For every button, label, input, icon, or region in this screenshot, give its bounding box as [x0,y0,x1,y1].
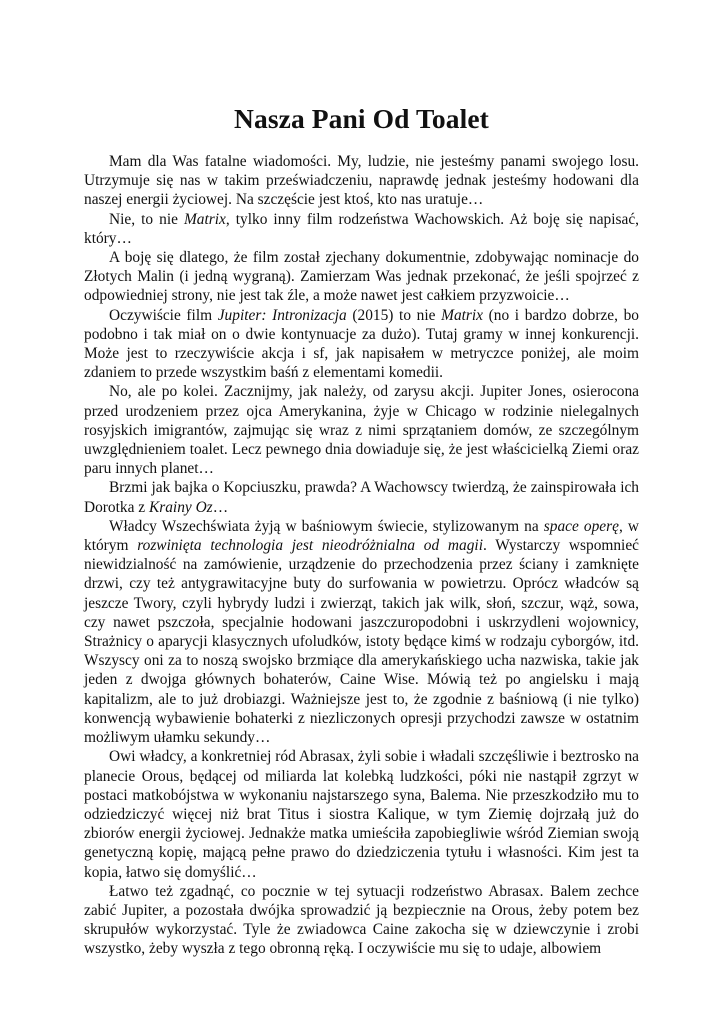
text-run: A boję się dlatego, że film został zjechany dokumentnie, zdobywając nominacje do Złotych Malin (i jedną wygraną). Zamierzam Was jednak przekonać, że jeśli spojrzeć z odpowiedniej strony, nie jest tak źle, a może nawet jest całkiem przyzwoicie… [84,249,639,305]
text-run: Nie, to nie [109,210,184,228]
paragraph [84,747,639,881]
paragraph [84,210,639,248]
italic-text: Jupiter: Intronizacja [217,306,347,324]
paragraph [84,152,639,210]
italic-text: rozwinięta technologia jest nieodróżnialna od magii [137,537,483,555]
paragraph [84,517,639,747]
text-run: Oczywiście film [109,306,218,324]
italic-text: Matrix [183,210,226,228]
text-run: (no i bardzo dobrze, bo podobno i tak miał on o dwie kontynuacje za dużo). Tutaj gramy w innej konkurencji. Może jest to rzeczywiście akcja i sf, jak napisałem w metryczce poniżej, ale moim zdaniem to przede wszystkim baśń z elementami komedii. [84,306,639,382]
text-run: Władcy Wszechświata żyją w baśniowym świecie, stylizowanym na [109,517,544,535]
italic-text: space operę [543,517,619,535]
page-title: Nasza Pani Od Toalet [234,103,489,134]
paragraph [84,882,639,959]
article-body [84,152,639,959]
text-run: Owi władcy, a konkretniej ród Abrasax, żyli sobie i władali szczęśliwie i beztrosko na planecie Orous, będącej od miliarda lat kolebką ludzkości, póki nie nastąpił zgrzyt w postaci matkobójstwa w wykonaniu najstarszego syna, Balema. Nie przeszkodziło mu to odziedziczyć więcej niż brat Titus i siostra Kalique, w tym Ziemię dojrzałą już do zbiorów energii życiowej. Jednakże matka umieściła zapobiegliwie wśród Ziemian swoją genetyczną kopię, mającą pełne prawo do dziedziczenia tytułu i własności. Kim jest ta kopia, łatwo się domyślić… [84,748,639,881]
text-run: Mam dla Was fatalne wiadomości. My, ludzie, nie jesteśmy panami swojego losu. Utrzymuje się nas w takim przeświadczeniu, naprawdę jednak jesteśmy hodowani dla naszej energii życiowej. Na szczęście jest ktoś, kto nas uratuje… [84,153,639,209]
paragraph [84,382,639,478]
text-run: Łatwo też zgadnąć, co pocznie w tej sytuacji rodzeństwo Abrasax. Balem zechce zabić Jupiter, a pozostała dwójka sprowadzić ją bezpiecznie na Orous, żeby potem bez skrupułów wykorzystać. Tyle że zwiadowca Caine zakocha się w dziewczynie i zrobi wszystko, żeby wyszła z tego obronną ręką. I oczywiście mu się to udaje, albowiem [84,882,639,958]
text-run: (2015) to nie [346,306,442,324]
paragraph [84,478,639,516]
text-run: No, ale po kolei. Zacznijmy, jak należy, od zarysu akcji. Jupiter Jones, osierocona przed urodzeniem przez ojca Amerykanina, żyje w Chicago w rodzinie nielegalnych rosyjskich imigrantów, zajmując się wraz z nimi sprzątaniem domów, ze szczególnym uwzględnieniem toalet. Lecz pewnego dnia dowiaduje się, że jest właścicielką Ziemi oraz paru innych planet… [84,383,639,478]
text-run: , w którym [84,517,640,555]
paragraph [84,248,639,306]
text-run: Brzmi jak bajka o Kopciuszku, prawda? A Wachowscy twierdzą, że zainspirowała ich Dorotka z [84,479,639,516]
paragraph [84,306,639,383]
text-run: , tylko inny film rodzeństwa Wachowskich. Aż boję się napisać, który… [84,210,639,247]
italic-text: Krainy Oz [148,498,213,516]
text-run: . Wystarczy wspomnieć niewidzialność na zamówienie, urządzenie do przechodzenia przez ściany i zamknięte drzwi, czy też antygrawitacyjne buty do surfowania w powietrzu. Oprócz władców są jeszcze Twory, czyli hybrydy ludzi i zwierząt, takich jak wilk, słoń, szczur, wąż, sowa, czy nawet pszczoła, specjalnie hodowani jaszczuropodobni i uskrzydleni wojownicy, Strażnicy o aparycji klasycznych ufoludków, istoty będące kimś w rodzaju cyborgów, itd. Wszyscy oni za to noszą swojsko brzmiące dla amerykańskiego ucha nazwiska, takie jak jeden z dwojga głównych bohaterów, Caine Wise. Mówią też po angielsku i mają kapitalizm, ale to już drobiazgi. Ważniejsze jest to, że zgodnie z baśniową (i nie tylko) konwencją wybawienie bohaterki z niezliczonych opresji przychodzi zawsze w ostatnim możliwym ułamku sekundy… [84,537,639,747]
italic-text: Matrix [441,306,484,324]
text-run: … [212,498,229,516]
